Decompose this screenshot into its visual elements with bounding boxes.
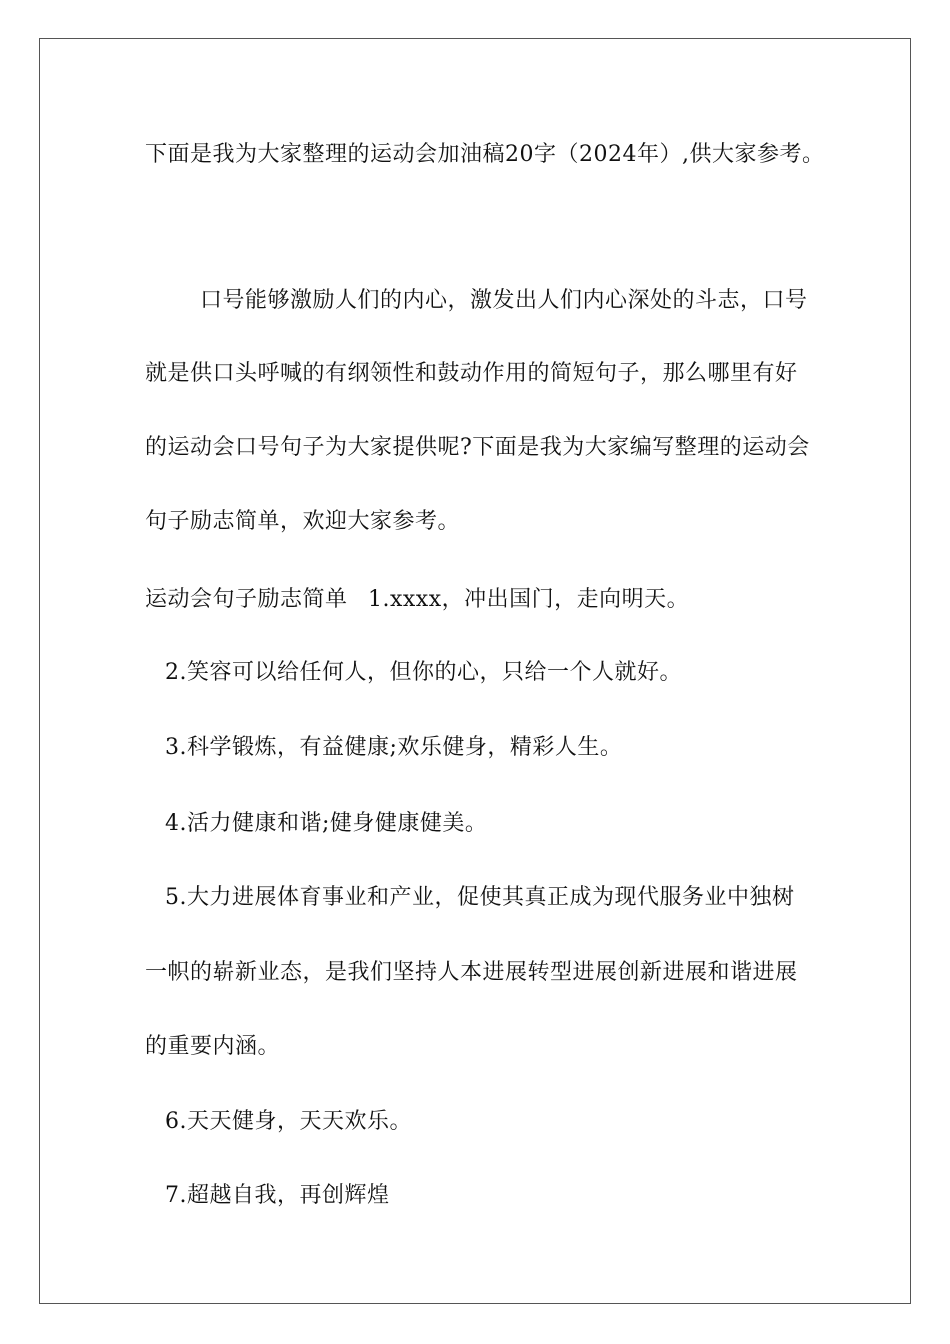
list-item-continuation: 一帜的崭新业态，是我们坚持人本进展转型进展创新进展和谐进展 — [145, 960, 798, 985]
list-item: 7.超越自我，再创辉煌 — [165, 1183, 390, 1208]
list-item: 3.科学锻炼，有益健康;欢乐健身，精彩人生。 — [165, 735, 623, 760]
list-item-continuation: 的重要内涵。 — [145, 1034, 281, 1059]
paragraph-line: 就是供口头呼喊的有纲领性和鼓动作用的简短句子，那么哪里有好 — [145, 361, 798, 386]
intro-text: 下面是我为大家整理的运动会加油稿20字（2024年）,供大家参考。 — [145, 142, 825, 167]
list-item: 2.笑容可以给任何人，但你的心，只给一个人就好。 — [165, 660, 682, 685]
paragraph-line: 口号能够激励人们的内心，激发出人们内心深处的斗志，口号 — [200, 288, 808, 313]
section-heading: 运动会句子励志简单 — [145, 587, 348, 612]
paragraph-line: 句子励志简单，欢迎大家参考。 — [145, 509, 461, 534]
list-item: 6.天天健身，天天欢乐。 — [165, 1109, 412, 1134]
list-item: 5.大力进展体育事业和产业，促使其真正成为现代服务业中独树 — [165, 885, 795, 910]
paragraph-line: 的运动会口号句子为大家提供呢?下面是我为大家编写整理的运动会 — [145, 435, 810, 460]
list-item: 4.活力健康和谐;健身健康健美。 — [165, 811, 488, 836]
list-item: 1.xxxx，冲出国门，走向明天。 — [368, 587, 690, 612]
